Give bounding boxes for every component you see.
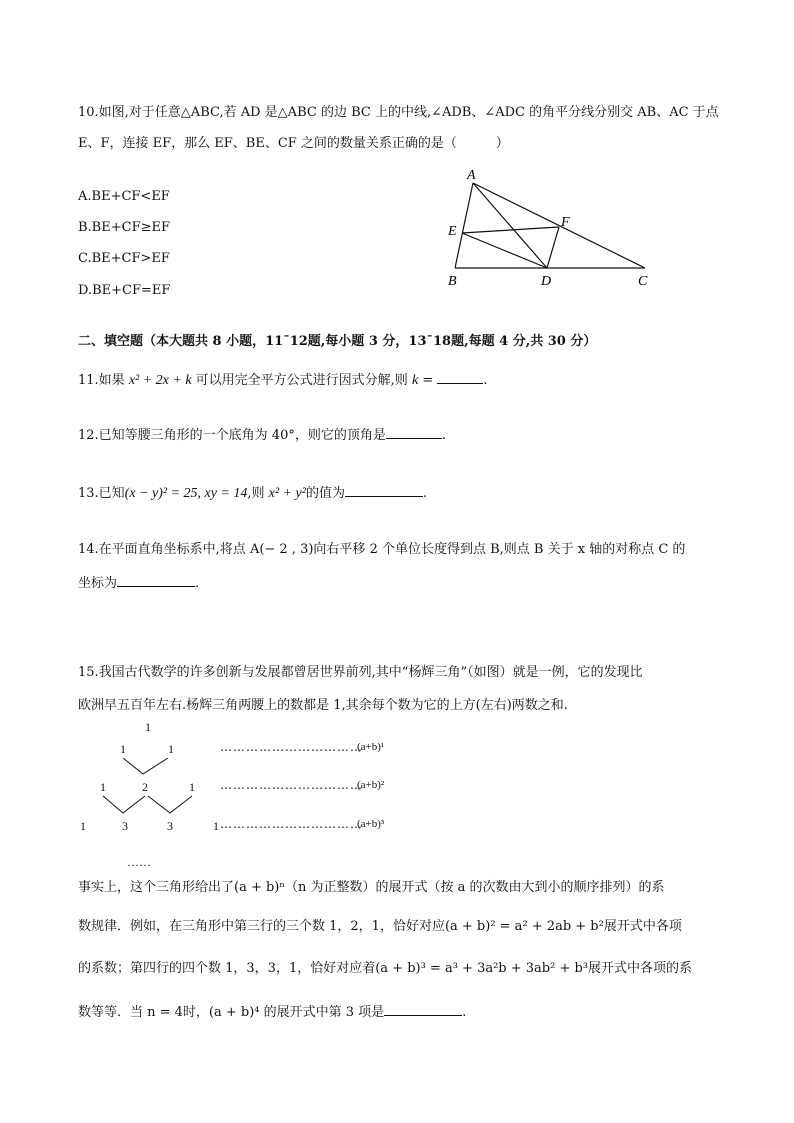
q15-answer-blank[interactable] xyxy=(384,1003,462,1016)
q15-para3: 的系数；第四行的四个数 1，3，3，1，恰好对应着(a + b)³ = a³ + 3a²b + 3ab² + b³展开式中各项的系 xyxy=(78,961,693,976)
segment-fd xyxy=(547,227,559,268)
q11-expression: x² + 2x + k xyxy=(128,373,192,388)
dots-row3: …………………………… xyxy=(220,817,363,831)
q10-option-d: D.BE+CF=EF xyxy=(78,283,171,298)
expansion-row1: (a+b)¹ xyxy=(357,741,385,753)
q15-end: . xyxy=(462,1005,467,1020)
label-e: E xyxy=(448,224,457,239)
triangle-connectors xyxy=(100,758,200,818)
segment-ab xyxy=(455,183,473,268)
q10-option-b: B.BE+CF≥EF xyxy=(78,220,170,235)
triangle-row3-num1: 1 xyxy=(100,780,106,794)
q14-end: . xyxy=(195,576,200,591)
triangle-row2-num1: 1 xyxy=(120,742,126,756)
triangle-row4-num2: 3 xyxy=(122,819,128,833)
expansion-row2: (a+b)² xyxy=(357,779,385,791)
q10-text-line1: 10.如图,对于任意△ABC,若 AD 是△ABC 的边 BC 上的中线,∠ADB、∠ADC 的角平分线分别交 AB、AC 于点 xyxy=(78,105,719,120)
triangle-row4-num3: 3 xyxy=(167,819,173,833)
triangle-row1-num1: 1 xyxy=(145,720,151,734)
label-c: C xyxy=(638,274,648,289)
q12-end: . xyxy=(441,428,446,443)
q12-line xyxy=(78,426,446,445)
q14-answer-blank[interactable] xyxy=(117,574,195,587)
triangle-row2-num2: 1 xyxy=(168,742,174,756)
segment-ef xyxy=(462,227,559,233)
label-d: D xyxy=(541,274,552,289)
label-a: A xyxy=(467,168,476,183)
q10-option-c: C.BE+CF>EF xyxy=(78,251,170,266)
q11-prefix: 11.如果 xyxy=(78,373,129,388)
expansion-row3: (a+b)³ xyxy=(357,818,385,830)
q13-answer-blank[interactable] xyxy=(345,484,423,497)
q15-para2: 数规律．例如，在三角形中第三行的三个数 1，2，1，恰好对应(a + b)² = a² + 2ab + b²展开式中各项 xyxy=(78,919,682,934)
q15-para4-line xyxy=(78,1003,466,1022)
q12-text: 12.已知等腰三角形的一个底角为 40°，则它的顶角是 xyxy=(78,428,386,443)
dots-row1: …………………………… xyxy=(220,740,363,754)
q11-end: . xyxy=(483,373,488,388)
segment-ac xyxy=(473,183,645,268)
q15-text-line2: 欧洲早五百年左右.杨辉三角两腰上的数都是 1,其余每个数为它的上方(左右)两数之和. xyxy=(78,698,568,713)
q11-line xyxy=(78,371,487,390)
triangle-row3-num3: 1 xyxy=(189,780,195,794)
triangle-figure xyxy=(440,165,660,295)
q11-variable: k xyxy=(411,373,419,388)
q13-middle: ,则 xyxy=(247,486,269,501)
q12-answer-blank[interactable] xyxy=(386,426,442,439)
q14-line2 xyxy=(78,574,199,593)
connector-row2 xyxy=(123,758,168,774)
connector-row3-right xyxy=(148,796,192,813)
q13-expression2: x² + y² xyxy=(268,486,306,501)
q11-suffix: = xyxy=(418,373,438,388)
segment-ed xyxy=(462,233,547,268)
segment-ad xyxy=(473,183,547,268)
q15-para1: 事实上，这个三角形给出了(a + b)ⁿ（n 为正整数）的展开式（按 a 的次数由大到小的顺序排列）的系 xyxy=(78,880,665,895)
triangle-row4-num4: 1 xyxy=(213,819,219,833)
q14-text-line2: 坐标为 xyxy=(78,576,118,591)
triangle-row3-num2: 2 xyxy=(142,780,148,794)
q13-prefix: 13.已知 xyxy=(78,486,125,501)
q13-expression1: (x − y)² = 25, xy = 14 xyxy=(124,486,248,501)
connector-row3-left xyxy=(103,796,145,813)
q15-text-line1: 15.我国古代数学的许多创新与发展都曾居世界前列,其中“杨辉三角”（如图）就是一例，它的发现比 xyxy=(78,665,643,680)
q10-option-a: A.BE+CF<EF xyxy=(78,189,170,204)
q15-para4: 数等等．当 n = 4时，(a + b)⁴ 的展开式中第 3 项是 xyxy=(78,1005,385,1020)
triangle-ellipsis: …… xyxy=(127,855,151,869)
q11-answer-blank[interactable] xyxy=(437,371,483,384)
q14-text-line1: 14.在平面直角坐标系中,将点 A(− 2 , 3)向右平移 2 个单位长度得到点 B,则点 B 关于 x 轴的对称点 C 的 xyxy=(78,542,686,557)
q10-text-line2: E、F，连接 EF，那么 EF、BE、CF 之间的数量关系正确的是（ ） xyxy=(78,136,509,151)
label-b: B xyxy=(448,274,457,289)
q13-suffix: 的值为 xyxy=(305,486,345,501)
label-f: F xyxy=(561,215,570,230)
q13-end: . xyxy=(422,486,428,501)
dots-row2: …………………………… xyxy=(220,778,363,792)
triangle-row4-num1: 1 xyxy=(80,819,86,833)
q11-middle: 可以用完全平方公式进行因式分解,则 xyxy=(191,373,412,388)
q13-line xyxy=(78,484,427,503)
section2-title: 二、填空题（本大题共 8 小题，11ˉ12题,每小题 3 分，13ˉ18题,每题 4 分,共 30 分） xyxy=(78,334,597,349)
